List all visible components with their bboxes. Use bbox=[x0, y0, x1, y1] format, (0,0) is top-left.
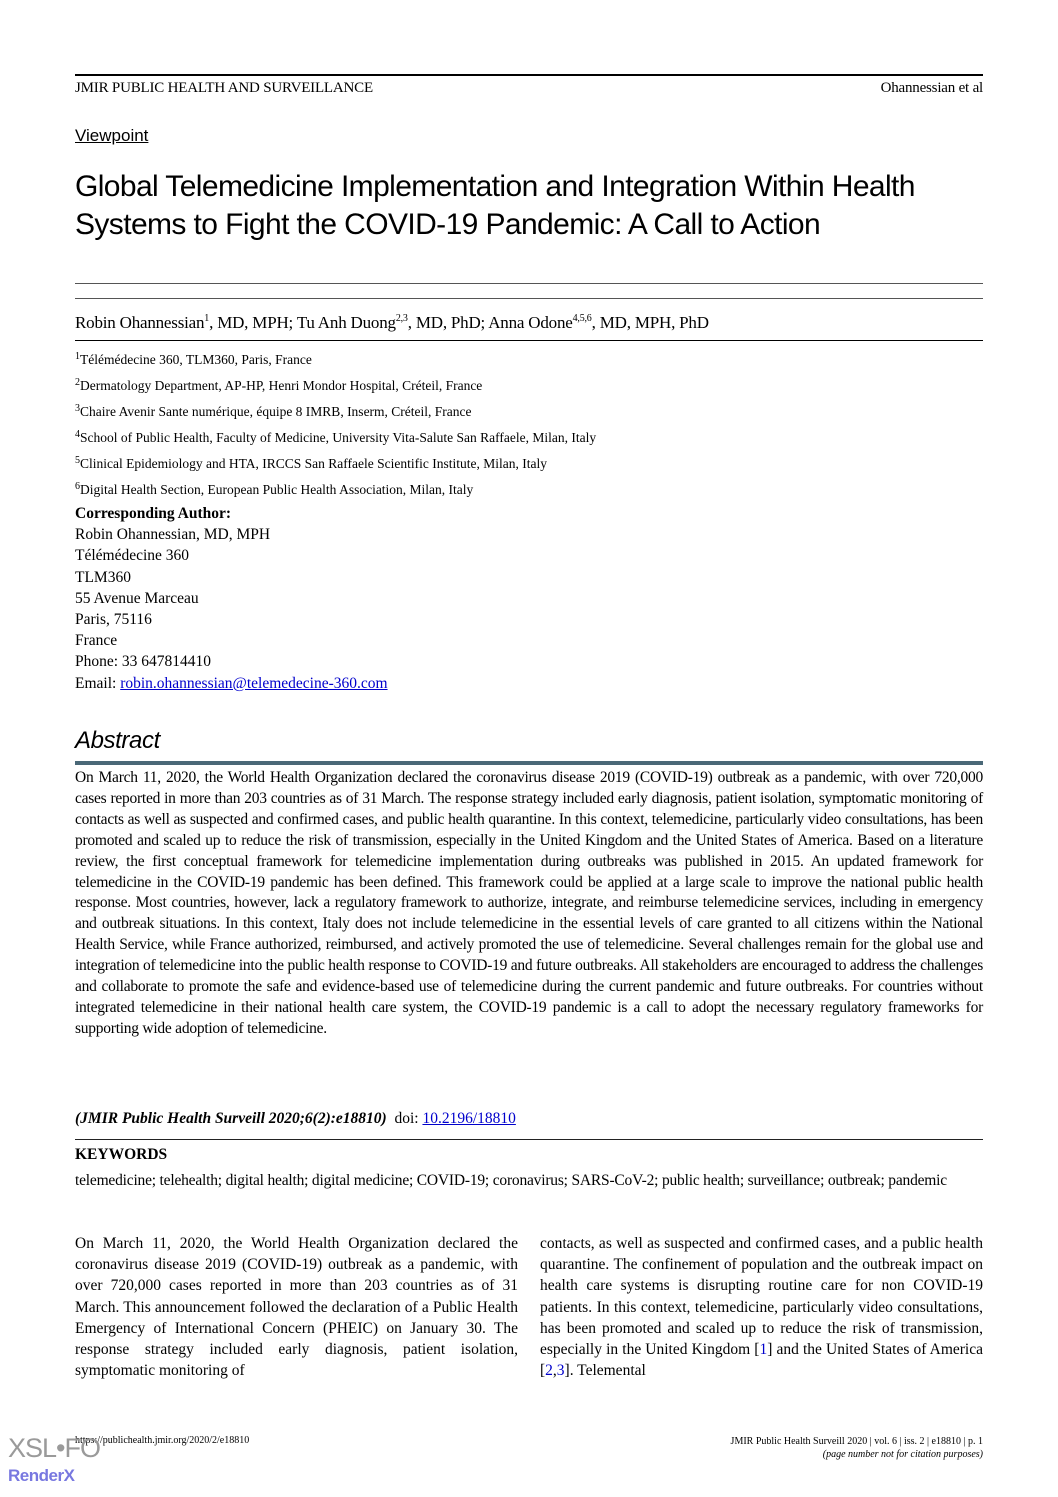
header-rule bbox=[75, 74, 983, 76]
email-link[interactable]: robin.ohannessian@telemedecine-360.com bbox=[120, 674, 388, 692]
journal-name: JMIR PUBLIC HEALTH AND SURVEILLANCE bbox=[75, 80, 373, 96]
affil-text: Chaire Avenir Sante numérique, équipe 8 IMRB, Inserm, Créteil, France bbox=[80, 404, 472, 419]
keywords-heading: KEYWORDS bbox=[75, 1146, 168, 1163]
affil-text: School of Public Health, Faculty of Medicine, University Vita-Salute San Raffaele, Milan, Italy bbox=[80, 430, 597, 445]
affil-text: Digital Health Section, European Public Health Association, Milan, Italy bbox=[80, 482, 474, 497]
corresponding-label: Corresponding Author: bbox=[75, 505, 232, 522]
author-name: Anna Odone bbox=[488, 313, 573, 332]
author-affil-sup: 2,3 bbox=[395, 313, 408, 324]
affiliation bbox=[75, 371, 596, 397]
title-rule-2 bbox=[75, 298, 983, 299]
corr-phone: Phone: 33 647814410 bbox=[75, 653, 212, 671]
affil-text: Clinical Epidemiology and HTA, IRCCS San Raffaele Scientific Institute, Milan, Italy bbox=[80, 456, 547, 471]
abstract-rule bbox=[75, 761, 983, 765]
corresponding-author bbox=[75, 503, 388, 694]
corr-line: France bbox=[75, 632, 118, 650]
doi-link[interactable]: 10.2196/18810 bbox=[422, 1110, 516, 1127]
corr-line: TLM360 bbox=[75, 568, 131, 586]
author-name: Tu Anh Duong bbox=[296, 313, 396, 332]
corr-line: Robin Ohannessian, MD, MPH bbox=[75, 526, 271, 544]
author-affil-sup: 1 bbox=[204, 313, 210, 324]
author-list bbox=[75, 313, 709, 333]
body-column-right bbox=[540, 1233, 983, 1381]
body-text: ] and the United States of America [ bbox=[540, 1341, 983, 1380]
corr-line: 55 Avenue Marceau bbox=[75, 589, 199, 607]
author-degrees: , MD, PhD; bbox=[407, 313, 489, 332]
article-title bbox=[75, 168, 995, 244]
renderx-logo: RenderX bbox=[8, 1466, 75, 1485]
running-author: Ohannessian et al bbox=[880, 80, 983, 96]
affiliation bbox=[75, 397, 596, 423]
author-degrees: , MD, MPH, PhD bbox=[591, 313, 709, 332]
doi-label: doi: bbox=[386, 1110, 423, 1127]
footer-url: https://publichealth.jmir.org/2020/2/e18810 bbox=[75, 1435, 250, 1446]
affil-number: 4 bbox=[75, 429, 80, 440]
footer-note: (page number not for citation purposes) bbox=[822, 1449, 983, 1460]
affiliation bbox=[75, 423, 596, 449]
affil-number: 6 bbox=[75, 481, 80, 492]
footer-citation bbox=[731, 1435, 983, 1461]
body-text: ]. Telemental bbox=[564, 1362, 646, 1380]
running-header bbox=[75, 80, 983, 97]
affiliations bbox=[75, 345, 596, 501]
affil-number: 2 bbox=[75, 377, 80, 388]
body-text: contacts, as well as suspected and confirmed cases, and a public health quarantine. The confinement of population and the outbreak impact on health care systems is disrupting routine care for non COVID-19 patients. In this context, telemedicine, particularly video consultations, has been promoted and scaled up to reduce the risk of transmission, especially in the United Kingdom [ bbox=[540, 1235, 983, 1359]
corr-line: Télémédecine 360 bbox=[75, 547, 190, 565]
affiliation bbox=[75, 449, 596, 475]
affil-number: 3 bbox=[75, 403, 80, 414]
email-label: Email: bbox=[75, 674, 121, 692]
corr-line: Paris, 75116 bbox=[75, 611, 152, 629]
affiliation bbox=[75, 475, 596, 501]
author-name: Robin Ohannessian bbox=[75, 313, 205, 332]
author-degrees: , MD, MPH; bbox=[209, 313, 297, 332]
authors-rule bbox=[75, 340, 983, 341]
title-line-2: Systems to Fight the COVID-19 Pandemic: A Call to Action bbox=[75, 208, 821, 241]
footer-citation-text: JMIR Public Health Surveill 2020 | vol. 6 | iss. 2 | e18810 | p. 1 bbox=[730, 1436, 983, 1447]
affil-number: 1 bbox=[75, 351, 80, 362]
xslfo-logo: XSL•FO bbox=[8, 1433, 100, 1463]
abstract-heading: Abstract bbox=[75, 727, 160, 754]
citation-line bbox=[75, 1110, 516, 1128]
affil-text: Dermatology Department, AP-HP, Henri Mondor Hospital, Créteil, France bbox=[80, 378, 483, 393]
ref-separator: , bbox=[552, 1362, 557, 1380]
title-line-1: Global Telemedicine Implementation and Integration Within Health bbox=[75, 170, 915, 203]
author-affil-sup: 4,5,6 bbox=[572, 313, 592, 324]
reference-link-3[interactable]: 3 bbox=[556, 1362, 565, 1380]
keywords-text: telemedicine; telehealth; digital health; digital medicine; COVID-19; coronavirus; SARS-CoV-2; public health; surveillance; outbreak; pandemic bbox=[75, 1172, 947, 1189]
title-rule-1 bbox=[75, 283, 983, 284]
affil-text: Télémédecine 360, TLM360, Paris, France bbox=[80, 352, 312, 367]
affiliation bbox=[75, 345, 596, 371]
abstract-text: On March 11, 2020, the World Health Organization declared the coronavirus disease 2019 (COVID-19) outbreak as a pandemic, with over 720,000 cases reported in more than 203 countries as of 31 March. The response strategy included early diagnosis, patient isolation, symptomatic monitoring of contacts as well as suspected and confirmed cases, and public health quarantine. In this context, telemedicine, particularly video consultations, has been promoted and scaled up to reduce the risk of transmission, especially in the United Kingdom and the United States of America. Based on a literature review, the first conceptual framework for telemedicine implementation during outbreaks was published in 2015. An updated framework for telemedicine in the COVID-19 pandemic has been defined. This framework could be applied at a large scale to improve the national public health response. Most countries, however, lack a regulatory framework to authorize, integrate, and reimburse telemedicine services, including in emergency and outbreak situations. In this context, Italy does not include telemedicine in the essential levels of care granted to all citizens within the National Health Service, while France authorized, reimbursed, and actively promoted the use of telemedicine. Several challenges remain for the global use and integration of telemedicine into the public health response to COVID-19 and future outbreaks. All stakeholders are encouraged to address the challenges and collaborate to promote the safe and evidence-based use of telemedicine during the current pandemic and future outbreaks. For countries without integrated telemedicine in their national health care system, the COVID-19 pandemic is a call to adopt the necessary regulatory frameworks for supporting wide adoption of telemedicine. bbox=[75, 769, 983, 1037]
affil-number: 5 bbox=[75, 455, 80, 466]
reference-link-1[interactable]: 1 bbox=[759, 1341, 768, 1359]
body-column-left: On March 11, 2020, the World Health Organization declared the coronavirus disease 2019 (COVID-19) outbreak as a pandemic, with over 720,000 cases reported in more than 203 countries as of 31 March. This announcement followed the declaration of a Public Health Emergency of International Concern (PHEIC) on January 30. The response strategy included early diagnosis, patient isolation, symptomatic monitoring of bbox=[75, 1235, 518, 1380]
corr-email-row bbox=[75, 673, 388, 694]
keywords-rule bbox=[75, 1139, 983, 1140]
citation-journal: (JMIR Public Health Surveill 2020;6(2):e18810) bbox=[75, 1110, 387, 1127]
article-type: Viewpoint bbox=[75, 126, 149, 145]
reference-link-2[interactable]: 2 bbox=[545, 1362, 553, 1380]
